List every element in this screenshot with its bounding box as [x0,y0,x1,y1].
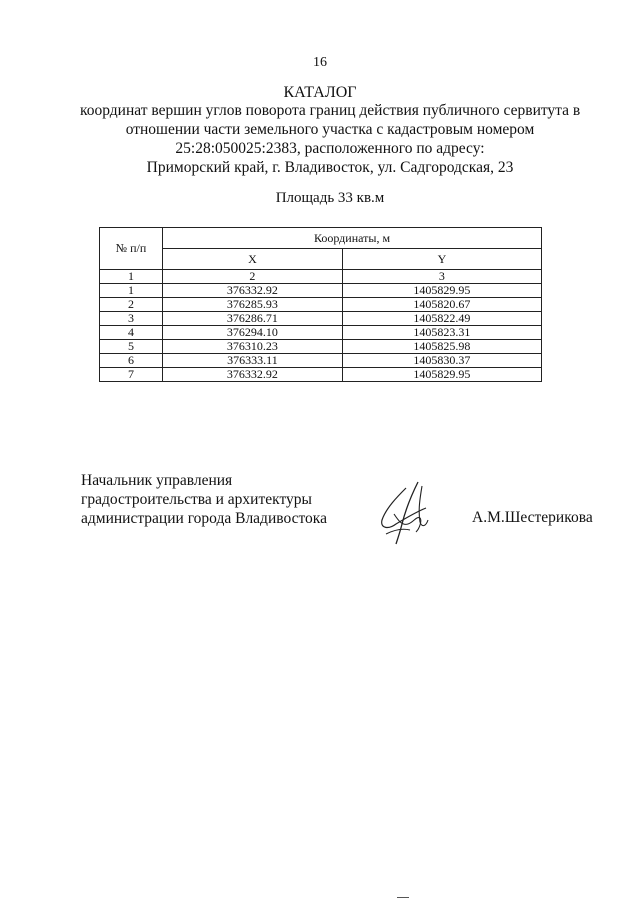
table-row [100,312,542,326]
x-coordinate-cell: 376333.11 [163,354,343,368]
y-coordinate-cell: 1405822.49 [342,312,541,326]
index-cell: 1 [100,270,163,284]
point-number-cell: 2 [100,298,163,312]
y-coordinate-cell: 1405820.67 [342,298,541,312]
table-row [100,354,542,368]
table-row [100,284,542,298]
x-column-header: X [163,249,343,270]
x-coordinate-cell: 376332.92 [163,368,343,382]
coordinates-column-header: Координаты, м [163,228,542,249]
x-coordinate-cell: 376285.93 [163,298,343,312]
table-body [100,270,542,382]
signatory-position [81,471,327,528]
subtitle-line: координат вершин углов поворота границ действия публичного сервитута в [80,102,581,119]
y-coordinate-cell: 1405823.31 [342,326,541,340]
area-label: Площадь 33 кв.м [275,190,385,206]
y-coordinate-cell: 1405829.95 [342,368,541,382]
y-coordinate-cell: 1405830.37 [342,354,541,368]
page-number: 16 [313,55,327,70]
table-row [100,326,542,340]
document-subtitle [80,101,580,177]
subtitle-line: 25:28:050025:2383, расположенного по адресу: [175,140,485,157]
point-number-cell: 7 [100,368,163,382]
coordinates-table [99,227,542,382]
position-line: Начальник управления [81,472,233,489]
point-number-cell: 3 [100,312,163,326]
table-row [100,340,542,354]
scan-mark [397,897,409,898]
index-cell: 2 [163,270,343,284]
y-coordinate-cell: 1405829.95 [342,284,541,298]
x-coordinate-cell: 376294.10 [163,326,343,340]
subtitle-line: отношении части земельного участка с кадастровым номером [125,121,535,138]
column-index-row [100,270,542,284]
point-number-cell: 5 [100,340,163,354]
x-coordinate-cell: 376286.71 [163,312,343,326]
table-subheader-row [100,249,542,270]
x-coordinate-cell: 376310.23 [163,340,343,354]
subtitle-line: Приморский край, г. Владивосток, ул. Садгородская, 23 [146,159,514,176]
table-header-row [100,228,542,249]
position-line: администрации города Владивостока [81,510,327,527]
position-line: градостроительства и архитектуры [81,491,312,508]
y-column-header: Y [342,249,541,270]
point-number-cell: 1 [100,284,163,298]
index-cell: 3 [342,270,541,284]
signer-name: А.М.Шестерикова [472,509,593,526]
number-column-header: № п/п [100,228,163,270]
point-number-cell: 6 [100,354,163,368]
table-row [100,298,542,312]
table-row [100,368,542,382]
point-number-cell: 4 [100,326,163,340]
y-coordinate-cell: 1405825.98 [342,340,541,354]
document-title: КАТАЛОГ [283,84,357,101]
handwritten-signature [376,478,436,548]
x-coordinate-cell: 376332.92 [163,284,343,298]
